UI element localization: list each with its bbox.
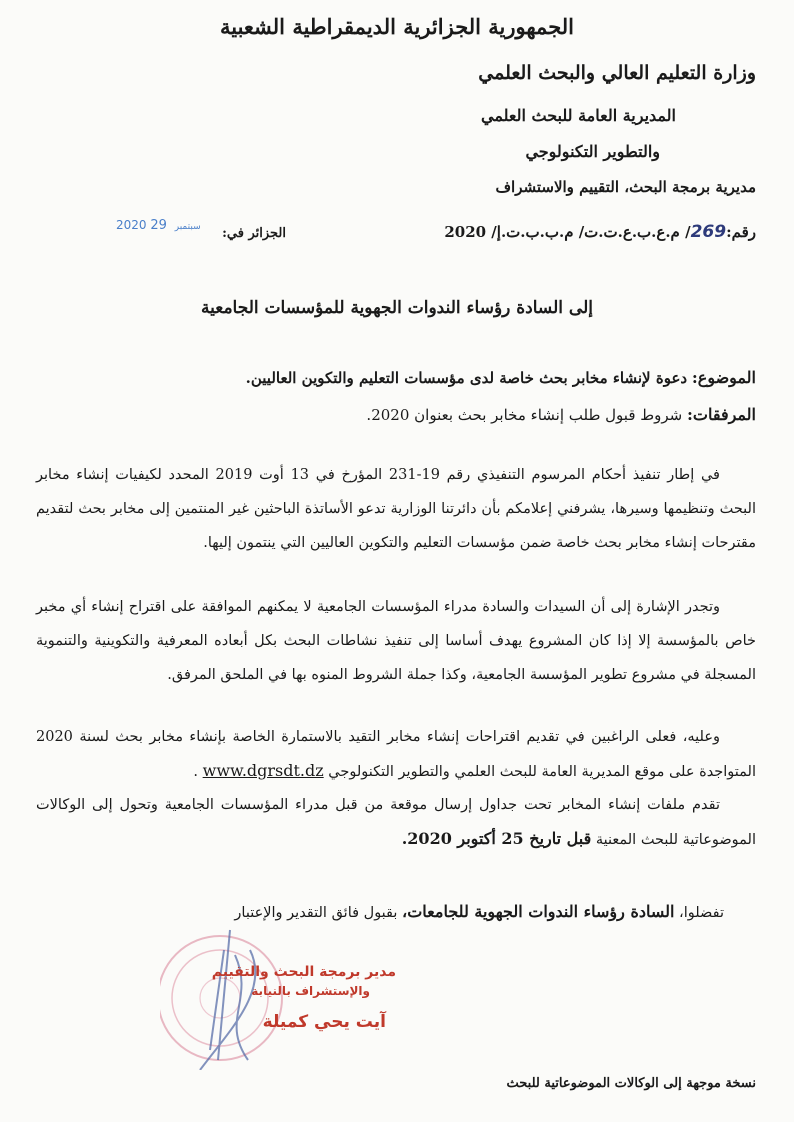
signatory-title-line-2: والإستشراف بالنيابة [251, 984, 370, 998]
reference-code: / م.ع.ب.ع.ت.ت/ م.ب.ب.ت.إ/ 2020 [444, 223, 691, 241]
attachments-line [366, 405, 756, 424]
closing-line [234, 902, 724, 921]
attachments-label: المرفقات: [687, 405, 756, 424]
closing-start: تفضلوا، [679, 905, 724, 921]
paragraph-2-text: وتجدر الإشارة إلى أن السيدات والسادة مدراء المؤسسات الجامعية لا يمكنهم الموافقة على اقتراح إنشاء أي مخبر خاص بالمؤسسة إلا إذا كان المشروع يهدف أساسا إلى تنفيذ نشاطات البحث بكل أبعاده المعرفية والتكوينية والتنموية المسجلة في مشروع تطوير المؤسسة الجامعية، وكذا جملة الشروط المنوه بها في الملحق المرفق. [36, 599, 756, 683]
subject-text: دعوة لإنشاء مخابر بحث خاصة لدى مؤسسات التعليم والتكوين العاليين. [245, 369, 688, 387]
paragraph-3-end: . [193, 764, 199, 780]
stamp-year: 2020 [116, 218, 147, 232]
ministry-name: وزارة التعليم العالي والبحث العلمي [478, 62, 756, 84]
reference-handwritten-number: 269 [690, 222, 727, 242]
directorate-line-2: والتطوير التكنولوجي [525, 142, 660, 161]
paragraph-1 [36, 458, 756, 560]
attachments-text: شروط قبول طلب إنشاء مخابر بحث بعنوان 2020. [366, 406, 683, 424]
paragraph-3 [36, 720, 756, 789]
paragraph-4-deadline: قبل تاريخ 25 أكتوبر 2020. [401, 829, 592, 848]
reference-prefix: رقم: [726, 223, 756, 241]
copy-to-line: نسخة موجهة إلى الوكالات الموضوعاتية للبحث [506, 1076, 756, 1091]
signature-block [160, 920, 410, 1070]
reference-number [444, 222, 756, 242]
sub-directorate: مديرية برمجة البحث، التقييم والاستشراف [495, 178, 756, 196]
subject-label: الموضوع: [691, 368, 756, 387]
directorate-line-1: المديرية العامة للبحث العلمي [480, 106, 676, 125]
signatory-name: آيت يحي كميلة [262, 1012, 386, 1032]
stamp-day: 29 [150, 218, 167, 233]
website-link[interactable]: www.dgrsdt.dz [202, 761, 324, 780]
paragraph-2 [36, 590, 756, 692]
closing-end: بقبول فائق التقدير والإعتبار [234, 905, 398, 921]
republic-heading: الجمهورية الجزائرية الديمقراطية الشعبية [219, 14, 574, 39]
paragraph-4-text: تقدم ملفات إنشاء المخابر تحت جداول إرسال موقعة من قبل مدراء المؤسسات الجامعية وتحول إلى الوكالات الموضوعاتية للبحث المعنية [36, 797, 756, 848]
paragraph-4 [36, 788, 756, 857]
date-stamp [116, 218, 205, 233]
stamp-month: سبتمبر [174, 222, 201, 232]
subject-line [246, 368, 756, 387]
signatory-title-line-1: مدير برمجة البحث والتقييم [211, 964, 396, 980]
place-date-label: الجزائر في: [222, 226, 286, 241]
recipient-heading: إلى السادة رؤساء الندوات الجهوية للمؤسسات الجامعية [201, 298, 593, 318]
paragraph-1-text: في إطار تنفيذ أحكام المرسوم التنفيذي رقم 19-231 المؤرخ في 13 أوت 2019 المحدد لكيفيات إنشاء مخابر البحث وتنظيمها وسيرها، يشرفني إعلامكم بأن دائرتنا الوزارية تدعو الأساتذة الباحثين غير المنتمين إلى مخابر بحث لتقديم مقترحات إنشاء مخابر بحث خاصة ضمن مؤسسات التعليم والتكوين العاليين التي ينتمون إليها. [36, 467, 756, 551]
closing-emphasis: السادة رؤساء الندوات الجهوية للجامعات، [402, 902, 675, 921]
paragraph-3-text: وعليه، فعلى الراغبين في تقديم اقتراحات إنشاء مخابر التقيد بالاستمارة الخاصة بإنشاء مخابر بحث لسنة 2020 المتواجدة على موقع المديرية العامة للبحث العلمي والتطوير التكنولوجي [36, 729, 756, 780]
